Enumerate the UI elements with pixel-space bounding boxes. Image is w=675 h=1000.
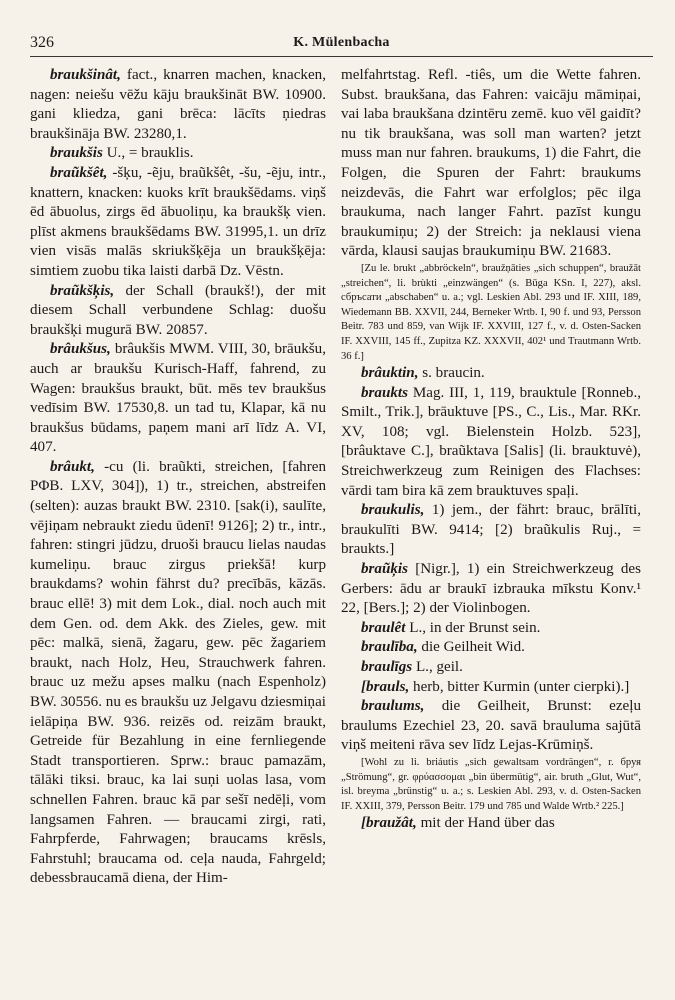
headword: braukšinât, <box>50 67 121 83</box>
entry-text: L., geil. <box>415 659 463 675</box>
headword: braukts <box>361 384 408 401</box>
entry-continuation: melfahrtstag. Refl. -tiês, um die Wette fahren. Subst. braukšana, das Fahren: vaicāju māmiņai, vai laba braukšana dzintēru zemē. kuo vēl gaidīt? nu tik braukšana, was soll man warten? jetzt muss man nur fahren. braukums, 1) die Fahrt, die Folgen, die Spuren der Fahrt: braukums neizdevās, die Fahrt war erfolglos; pēc ilga braukuma, nach langer Fahrt. pazīst kungu braukumiņu; 2) der Streich: ja neklausi viena vārda, klausi saujas braukumiņu BW. 21683. <box>341 67 641 260</box>
entry-text: 1) jem., der fährt: brauc, brālīti, braukulīti BW. 9414; [2) braũkulis Ruj., = braukts.] <box>341 502 641 558</box>
entry-text: U., = brauklis. <box>106 145 194 162</box>
dictionary-entry <box>341 638 641 658</box>
entry-text: L., in der Brunst sein. <box>409 619 541 636</box>
headword: braulêt <box>361 619 406 636</box>
dictionary-entry <box>341 384 641 502</box>
entry-text: die Geilheit Wid. <box>421 639 525 656</box>
headword: braukšis <box>50 145 103 162</box>
dictionary-entry <box>341 678 641 698</box>
headword: braukulis, <box>361 502 425 519</box>
headword: braũkšķis, <box>50 282 115 299</box>
dictionary-entry <box>30 144 326 164</box>
dictionary-entry <box>30 164 326 282</box>
entry-text: -cu (li. braũkti, streichen, [fahren PΦB. LXV, 304]), 1) tr., streichen, abstreifen (selten): auzas braukt BW. 2310. [sak(i), saulīte, vējiņam nebraukt ziedu ūdenī! 9126]; 2) tr., intr., fahren: stingri jūdzu, druoši braucu lielas naudas kumeliņu. brauc zirgus priekšā! kurp braukdams? wohin fährst du? precībās, kāzās. brauc ellē! 3) mit dem Lok., dial. noch auch mit dem Gen. od. dem Akk. des Zieles, gew. mit pēc: malkā, sienā, žagaru, gew. pēc žagariem braukt, nach Holz, Heu, Strauchwerk fahren. brauc uz mežu apses malku (nach Espenholz) BW. 30556. nu es braukšu uz Jelgavu dziesmiņai ielāpiņa BW. 936. reizēs od. reizām braukt, Getreide für Bezahlung in eine fernliegende Stadt transportieren. Sprw.: brauc pamazām, tālāki tiksi. brauc, ka lai suņi uolas lasa, vom schnellen Fahren. brauc kā par sešī nedēļi, vom langsamen Fahren. — braucami zirgi, rati, Fahrpferde, Fahrwagen; braucams krēsls, Fahrstuhl; braucama od. ceļa nauda, Fahrgeld; debessbraucamā diena, der Him- <box>30 458 326 887</box>
headword: braulums, <box>361 698 425 715</box>
headword: braulība, <box>361 639 418 656</box>
headword: [brauls, <box>361 678 410 695</box>
dictionary-entry <box>30 66 326 144</box>
dictionary-entry <box>30 282 326 341</box>
headword: brâukšus, <box>50 341 111 358</box>
headword: [braužât, <box>361 815 417 832</box>
entry-text: Mag. III, 1, 119, brauktule [Ronneb., Smilt., Trik.], brāuktuve [PS., C., Lis., Mar. RKr. XV, 108; vgl. Bielenstein Holzb. 523], [brâuktave C.], braũktava [Salis] (li. brauktuvė), Streichwerkzeug zum Reinigen des Flachses: vārdi tam bira kā zem brauktuves spaļi. <box>341 384 641 499</box>
running-title: K. Mülenbacha <box>293 35 390 50</box>
right-column <box>341 66 641 988</box>
dictionary-entry <box>341 619 641 639</box>
entry-text: herb, bitter Kurmin (unter cierpki).] <box>413 678 630 695</box>
headword: braũķis <box>361 561 408 578</box>
entry-text: die Geilheit, Brunst: ezeļu braulums Ezechiel 23, 20. savā brauluma sajūtā viņš meiteni rāva sev līdz Lejas-Krūmiņš. <box>341 698 641 754</box>
entry-text: der Schall (braukš!), der mit diesem Schall verbundene Schlag: duošu braukšķi mugurā BW. 20857. <box>30 282 326 338</box>
dictionary-entry <box>30 340 326 458</box>
headword: braũkšêt, <box>50 164 108 181</box>
dictionary-entry <box>30 458 326 889</box>
left-column <box>30 66 326 988</box>
dictionary-entry <box>341 501 641 560</box>
headword: braulīgs <box>361 659 413 675</box>
dictionary-entry <box>341 560 641 619</box>
entry-text: s. braucin. <box>422 365 485 382</box>
page-number: 326 <box>30 34 54 51</box>
dictionary-entry <box>341 364 641 384</box>
dictionary-entry <box>341 814 641 834</box>
etymology-note: [Wohl zu li. briáutis „sich gewaltsam vordrängen“, r. бруя „Strömung“, gr. φρύασσομαι „bin übermütig“, air. bruth „Glut, Wut“, isl. breyma „brünstig“ u. a.; s. Leskien Abl. 293, v. d. Osten-Sacken IF. XXIII, 379, Persson Beitr. 179 und 785 und Walde Wrtb.² 225.] <box>341 756 641 812</box>
headword: brâukt, <box>50 458 95 475</box>
entry-text: fact., knarren machen, knacken, nagen: neiešu vēžu kāju braukšināt BW. 10900. gani kliedza, gani brēca: lācīts ņiedras braukšināja BW. 23280,1. <box>30 67 326 142</box>
dictionary-entry <box>341 697 641 756</box>
etymology-note: [Zu le. brukt „abbröckeln“, braužņāties „sich schuppen“, braužāt „streichen“, li. brùkti „einzwängen“ (s. Būga KSn. I, 227), aksl. сбръсати „abschaben“ u. a.; vgl. Leskien Abl. 293 und IF. XIII, 189, Wiedemann BB. XXVII, 244, Berneker Wrtb. I, 90 f. und 93, Persson Beitr. 783 und 859, van Wijk IF. XXVIII, 127 f., v. d. Osten-Sacken IF. XXVIII, 145 ff., Zupitza KZ. XXXVII, 402¹ und Trautmann Wrtb. 36 f.] <box>341 262 641 362</box>
entry-text: brâukšis MWM. VIII, 30, brāukšu, auch ar braukšu Kurisch-Haff, fahrend, zu Wagen: braukšus braukt, būt. mēs tev braukšus vedīsim BW. 17530,8. un tad tu, Klapar, kā nu braukšus būdams, paņem mani arī līdz A. VI, 407. <box>30 341 326 456</box>
entry-text: mit der Hand über das <box>420 815 555 832</box>
entry-text: -šķu, -ẽju, braũkšêt, -šu, -ẽju, intr., knattern, knacken: kuoks krīt braukšēdams. viņš ēd ābuolus, zirgs ēd ābuoliņu, ka braukšķ vien. plīst akmens braukšēdams BW. 31995,1. un drīz vien visās malās skriukšķēja un braukšķēja: simtiem zuobu tika laisti darbā Dz. Vēstn. <box>30 164 326 279</box>
page-header <box>30 30 653 57</box>
entry-text: [Nigr.], 1) ein Streichwerkzeug des Gerbers: ādu ar braukī izbrauka mīkstu Konv.¹ 22, [Bers.]; 2) der Violinbogen. <box>341 561 641 617</box>
headword: brâuktin, <box>361 365 419 382</box>
dictionary-entry <box>341 658 641 678</box>
